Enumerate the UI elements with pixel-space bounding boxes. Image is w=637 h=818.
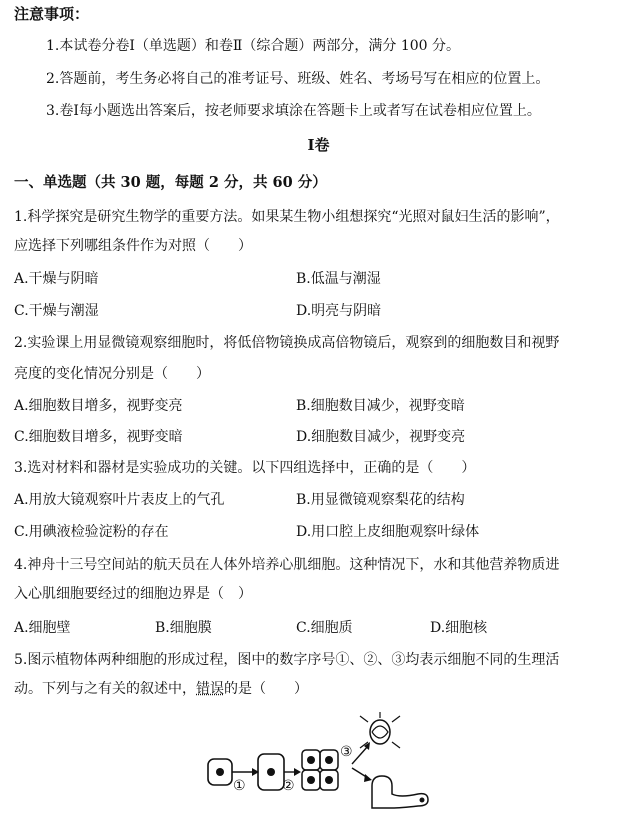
question-1-option-a: A.干燥与阴暗 bbox=[14, 271, 99, 287]
section-heading: 一、单选题（共 30 题，每题 2 分，共 60 分） bbox=[14, 174, 327, 191]
branch-arrow-up bbox=[352, 746, 368, 764]
guard-cell bbox=[360, 712, 400, 748]
section-title: Ⅰ卷 bbox=[307, 136, 330, 154]
question-2-option-c: C.细胞数目增多，视野变暗 bbox=[14, 429, 183, 445]
question-1-option-c: C.干燥与潮湿 bbox=[14, 303, 99, 319]
question-4-option-c: C.细胞质 bbox=[296, 620, 353, 636]
question-3-option-a: A.用放大镜观察叶片表皮上的气孔 bbox=[14, 492, 225, 508]
question-2-line-1: 2.实验课上用显微镜观察细胞时，将低倍物镜换成高倍物镜后，观察到的细胞数目和视野 bbox=[14, 335, 560, 351]
question-2-option-a: A.细胞数目增多，视野变亮 bbox=[14, 398, 183, 414]
notice-item-1: 1.本试卷分卷Ⅰ（单选题）和卷Ⅱ（综合题）两部分，满分 100 分。 bbox=[46, 38, 461, 54]
grown-cell-nucleus bbox=[267, 768, 275, 776]
question-4-line-1: 4.神舟十三号空间站的航天员在人体外培养心肌细胞。这种情况下，水和其他营养物质进 bbox=[14, 557, 560, 573]
arrow-2-head bbox=[294, 768, 301, 776]
question-4-line-2: 入心肌细胞要经过的细胞边界是（ ） bbox=[14, 586, 252, 602]
question-3-option-b: B.用显微镜观察梨花的结构 bbox=[296, 492, 465, 508]
label-2: ② bbox=[282, 778, 295, 794]
question-1-line-1: 1.科学探究是研究生物学的重要方法。如果某生物小组想探究“光照对鼠妇生活的影响”， bbox=[14, 209, 560, 225]
question-5-line-2 bbox=[14, 679, 308, 699]
question-3-line-1: 3.选对材料和器材是实验成功的关键。以下四组选择中，正确的是（ ） bbox=[14, 460, 476, 476]
question-2-line-2: 亮度的变化情况分别是（ ） bbox=[14, 366, 210, 382]
question-1-line-2: 应选择下列哪组条件作为对照（ ） bbox=[14, 238, 252, 254]
divided-cells bbox=[302, 750, 338, 790]
label-1: ① bbox=[233, 778, 246, 794]
notice-item-3: 3.卷Ⅰ每小题选出答案后，按老师要求填涂在答题卡上或者写在试卷相应位置上。 bbox=[46, 103, 541, 119]
root-hair-cell bbox=[372, 776, 428, 808]
notice-item-2: 2.答题前，考生务必将自己的准考证号、班级、姓名、考场号写在相应的位置上。 bbox=[46, 71, 550, 87]
question-2-option-b: B.细胞数目减少，视野变暗 bbox=[296, 398, 465, 414]
question-5-line-2-suffix: 的是（ ） bbox=[224, 681, 308, 697]
question-3-option-c: C.用碘液检验淀粉的存在 bbox=[14, 524, 169, 540]
question-4-option-a: A.细胞壁 bbox=[14, 620, 71, 636]
single-cell-nucleus bbox=[216, 768, 224, 776]
question-4-option-b: B.细胞膜 bbox=[155, 620, 212, 636]
question-2-option-d: D.细胞数目减少，视野变亮 bbox=[296, 429, 466, 445]
question-4-option-d: D.细胞核 bbox=[430, 620, 488, 636]
question-5-line-1: 5.图示植物体两种细胞的形成过程，图中的数字序号①、②、③均表示细胞不同的生理活 bbox=[14, 652, 560, 668]
question-1-option-b: B.低温与潮湿 bbox=[296, 271, 381, 287]
question-1-option-d: D.明亮与阴暗 bbox=[296, 303, 382, 319]
notice-title: 注意事项： bbox=[14, 5, 90, 23]
cell-formation-figure bbox=[200, 712, 440, 816]
question-3-option-d: D.用口腔上皮细胞观察叶绿体 bbox=[296, 524, 480, 540]
label-3: ③ bbox=[340, 744, 353, 760]
question-5-emphasis: 错误 bbox=[196, 681, 224, 697]
question-5-line-2-prefix: 动。下列与之有关的叙述中， bbox=[14, 681, 196, 697]
